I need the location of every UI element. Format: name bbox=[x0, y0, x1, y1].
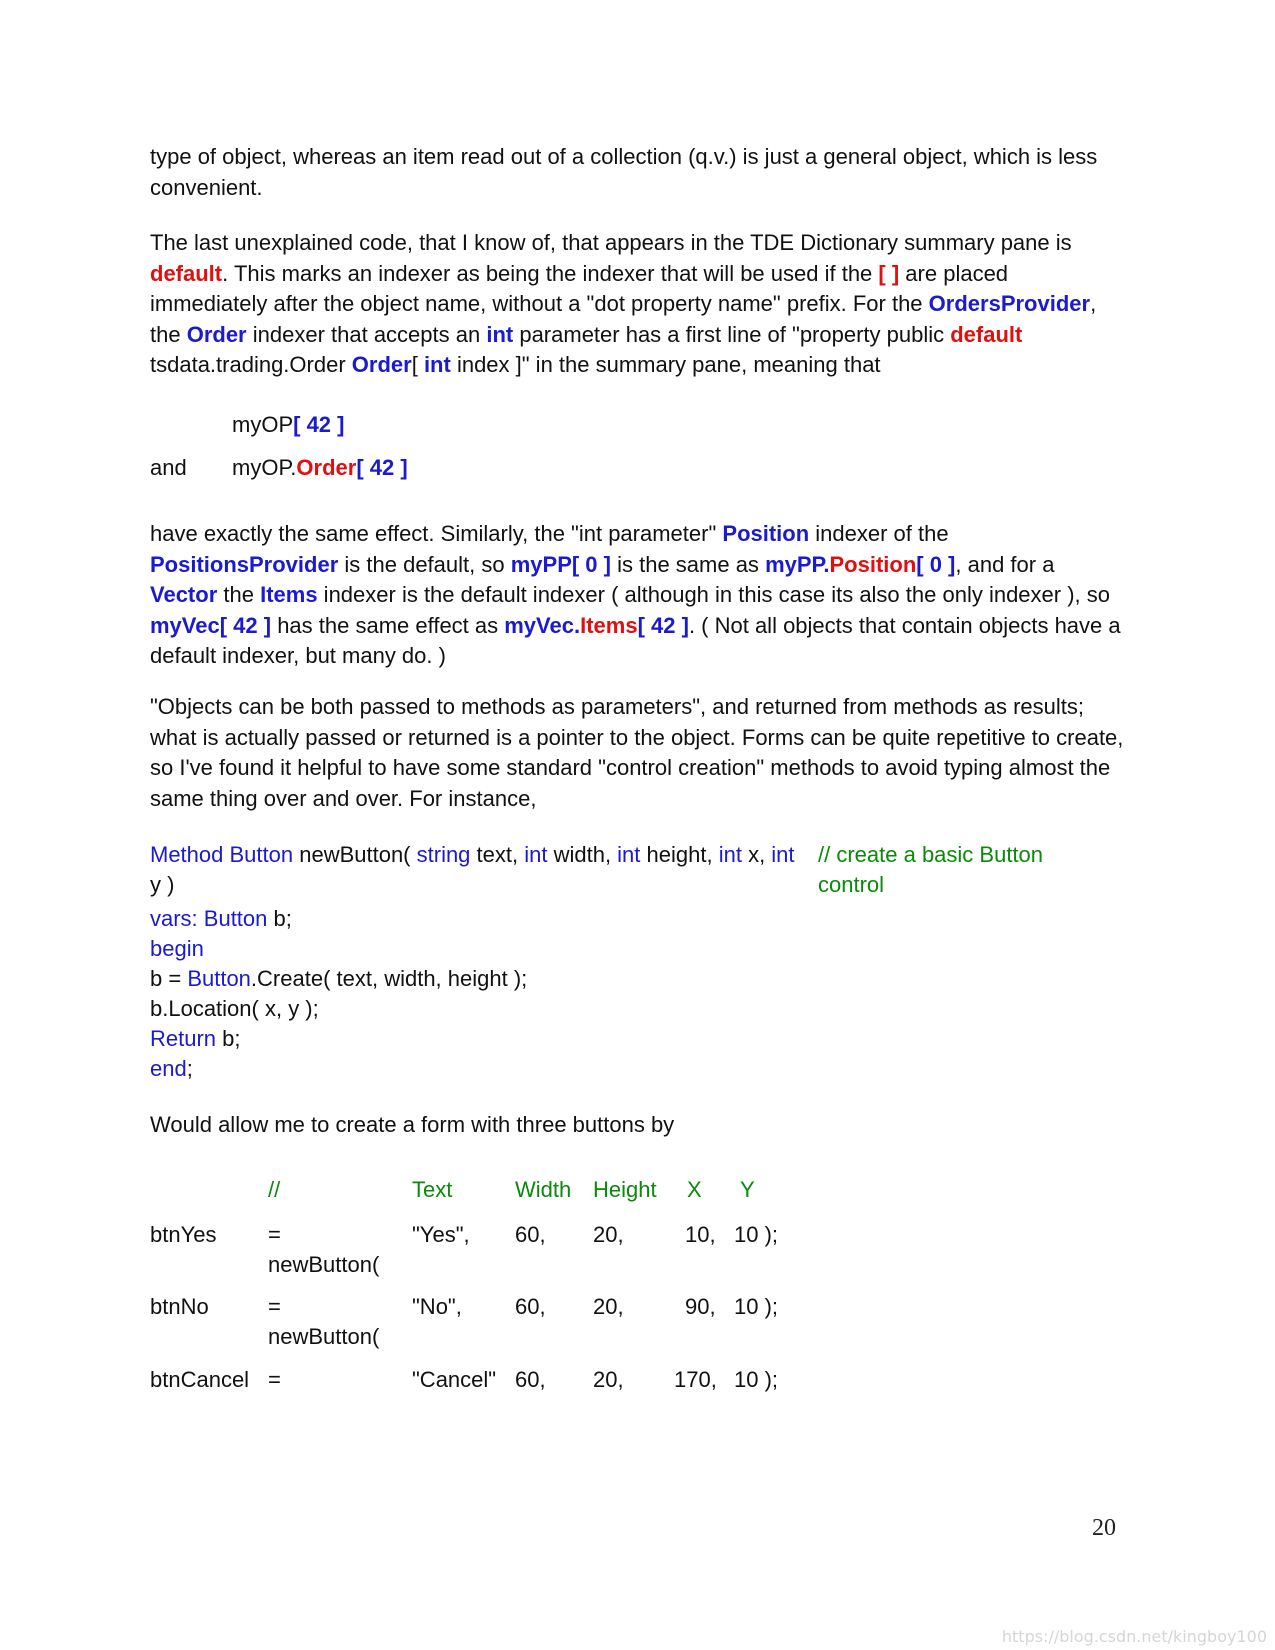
paragraph-similarly: have exactly the same effect. Similarly, the "int parameter" Position indexer of the PositionsProvider is the default, so myPP[ 0 ] is the same as myPP.Position[ 0 ], and for a Vector the Items indexer is the default indexer ( although in this case its also the only indexer ), so myVec[ 42 ] has the same effect as myVec.Items[ 42 ]. ( Not all objects that contain objects have a default indexer, but many do. ) bbox=[150, 521, 1121, 668]
code-return: Return b; bbox=[150, 1026, 241, 1051]
paragraph-three-buttons: Would allow me to create a form with three buttons by bbox=[150, 1112, 675, 1137]
keyword-default: default bbox=[950, 321, 1023, 347]
keyword-order: Order bbox=[351, 352, 412, 377]
code-create: b = Button.Create( text, width, height ); bbox=[150, 966, 528, 991]
paragraph-objects-passed: "Objects can be both passed to methods as parameters", and returned from methods as results; what is actually passed or returned is a pointer to the object. Forms can be quite repetitive to create, so I've found it helpful to have some standard "control creation" methods to avoid typing almost the same thing over and over. For instance, bbox=[150, 694, 1124, 811]
watermark: https://blog.csdn.net/kingboy100 bbox=[1001, 1627, 1267, 1646]
code-begin: begin bbox=[150, 936, 204, 961]
keyword-int: int bbox=[486, 321, 514, 347]
keyword-int: int bbox=[423, 352, 451, 377]
code-vars: vars: Button b; bbox=[150, 906, 292, 931]
keyword-default: default bbox=[150, 260, 223, 286]
code-comment: // create a basic Button control bbox=[818, 842, 1044, 897]
keyword-order: Order bbox=[186, 321, 247, 347]
keyword-ordersprovider: OrdersProvider bbox=[928, 291, 1091, 316]
code-location: b.Location( x, y ); bbox=[150, 996, 319, 1021]
document-page: type of object, whereas an item read out of a collection (q.v.) is just a general object, which is less convenient. The last unexplained code, that I know of, that appears in the TDE Dictionary summary pane is default. This marks an indexer as being the indexer that will be used if the [ ] are placed immediately after the object name, without a "dot property name" prefix. For the OrdersProvider, the Order indexer that accepts an int parameter has a first line of "property public default tsdata.trading.Order Order[ int index ]" in the summary pane, meaning that myOP[ 42 ] and myOP.Order[ 42 ] have exactly the same effect. Similarly, the "int parameter" Position indexer of the PositionsProvider is the default, so myPP[ 0 ] is the same as myPP.Position[ 0 ], and for a Vector the Items indexer is the default indexer ( although in this case its also the only indexer ), so myVec[ 42 ] has the same effect as myVec.Items[ 42 ]. ( Not all objects that contain objects have a default indexer, but many do. ) "Objects can be both passed to methods as parameters", and returned from methods as results; what is actually passed or returned is a pointer to the object. Forms can be quite repetitive to create, so I've found it helpful to have some standard "control creation" methods to avoid typing almost the same thing over and over. For instance, Method Button newButton( string text, int width, int height, int x, int y ) // create a basic Button control vars: Button b; begin b = Button.Create( text, width, height ); b.Location( x, y ); Return b; end; Would allow me to create a form with three buttons by // Text Width Height X Y btnYes = newButton( "Yes", 60, 20, 10, 10 ); btnNo = newButton( "No", 60, 20, 90, 10 ); btnCancel = "Cancel" 60, 20, 170, 10 ); 20 https://blog.csdn.net/kingboy100 bbox=[150, 144, 1267, 1646]
page-number: 20 bbox=[1092, 1515, 1116, 1541]
paragraph-default-indexer: The last unexplained code, that I know of, that appears in the TDE Dictionary summary pane is default. This marks an indexer as being the indexer that will be used if the [ ] are placed immediately after the object name, without a "dot property name" prefix. For the OrdersProvider, the Order indexer that accepts an int parameter has a first line of "property public default tsdata.trading.Order Order[ int index ]" in the summary pane, meaning that bbox=[150, 230, 1097, 377]
code-signature: Method Button newButton( string text, int width, int height, int x, int y ) bbox=[150, 842, 795, 897]
code-end: end; bbox=[150, 1056, 193, 1081]
paragraph-intro: type of object, whereas an item read out of a collection (q.v.) is just a general object, which is less convenient. bbox=[150, 144, 1098, 200]
keyword-brackets: [ ] bbox=[878, 260, 900, 286]
